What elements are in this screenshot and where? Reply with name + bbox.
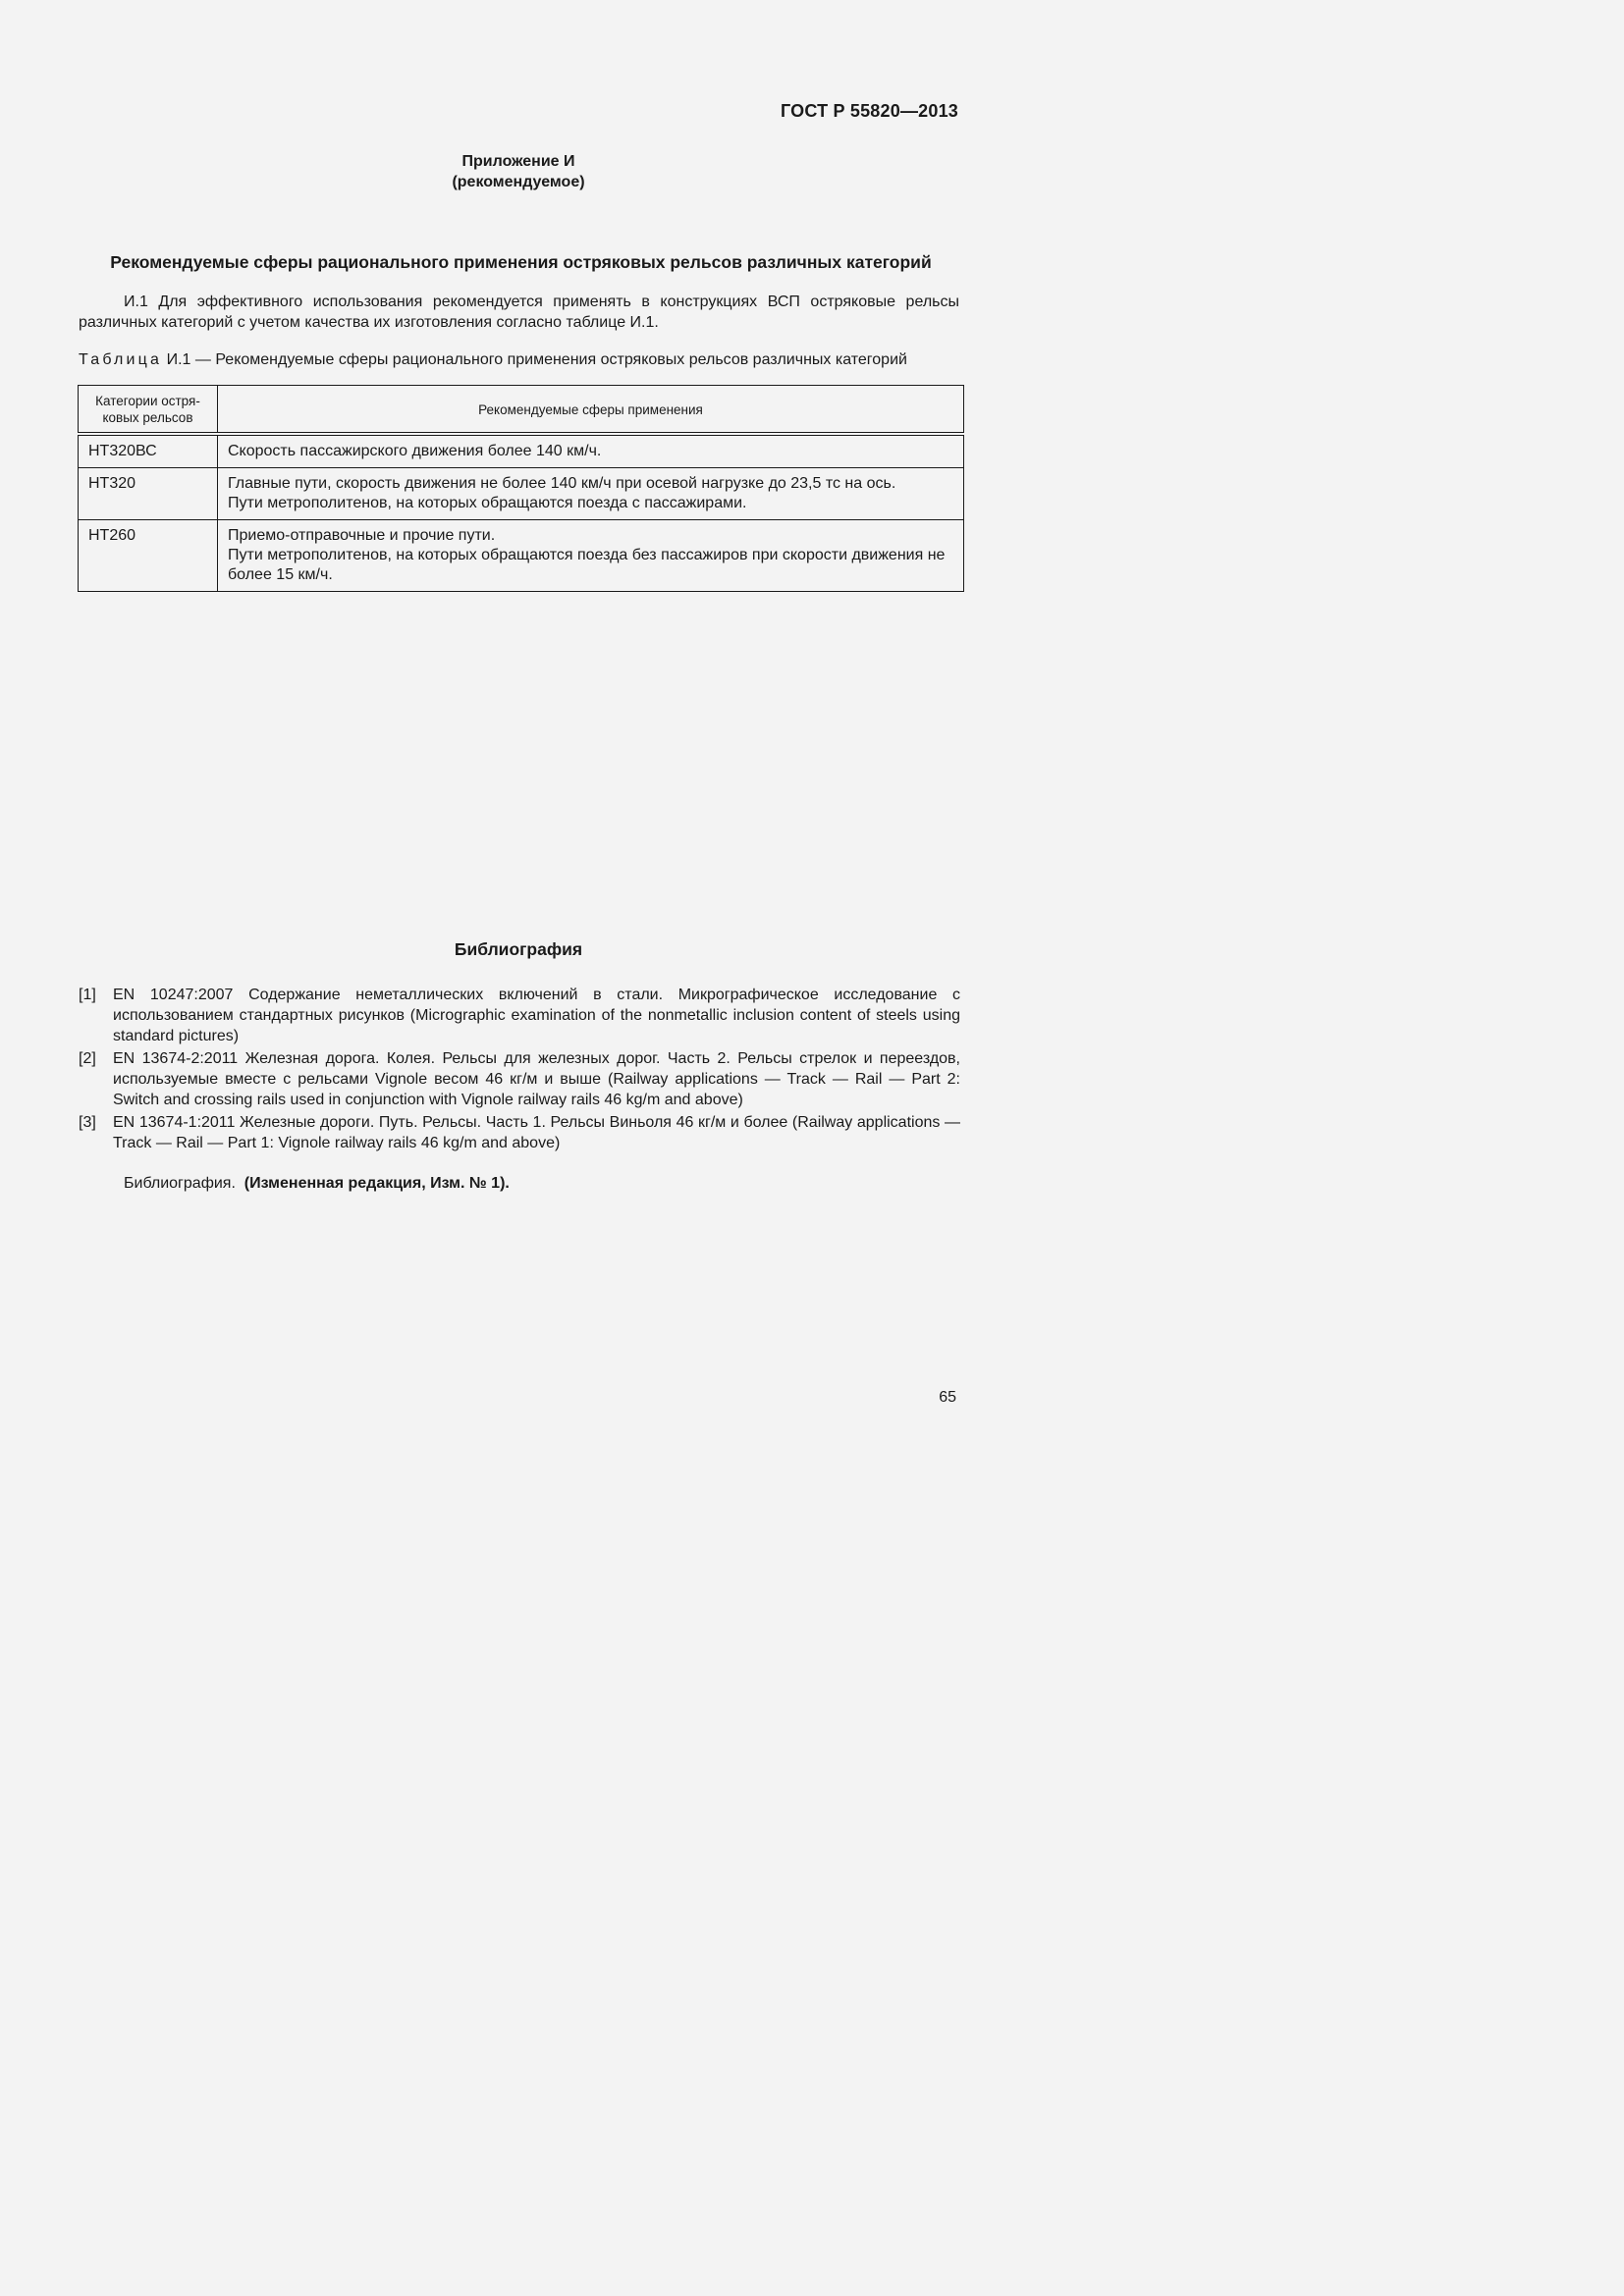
section-title: Рекомендуемые сферы рационального применения остряковых рельсов различных категорий: [110, 252, 932, 272]
row-line: Пути метрополитенов, на которых обращаются поезда с пассажирами.: [228, 495, 747, 511]
intro-paragraph-text: И.1 Для эффективного использования рекомендуется применять в конструкциях ВСП остряковые рельсы различных категорий с учетом качества их изготовления согласно таблице И.1.: [79, 294, 959, 331]
intro-paragraph: [79, 292, 959, 333]
row-applications: [218, 468, 964, 520]
table-caption-label: Таблица: [79, 351, 163, 368]
bibliography-item-number: [2]: [79, 1050, 96, 1067]
bibliography-title: Библиография: [454, 939, 583, 959]
amendment-note-bold: (Измененная редакция, Изм. № 1).: [244, 1175, 510, 1192]
annex-heading: [0, 151, 1037, 192]
row-category: НТ320ВС: [79, 434, 218, 468]
table-row: [79, 520, 964, 592]
row-applications: [218, 434, 964, 468]
table-caption-text: И.1 — Рекомендуемые сферы рационального применения остряковых рельсов различных категорий: [162, 351, 907, 368]
bibliography-amendment-note: [124, 1175, 510, 1193]
amendment-note-prefix: Библиография.: [124, 1175, 236, 1192]
table-row: [79, 434, 964, 468]
table-row: [79, 468, 964, 520]
bibliography-list: [79, 985, 960, 1155]
header-applications: Рекомендуемые сферы применения: [218, 386, 964, 435]
row-line: Пути метрополитенов, на которых обращаются поезда без пассажиров при скорости движения не более 15 км/ч.: [228, 547, 946, 583]
row-line: Скорость пассажирского движения более 140 км/ч.: [228, 443, 602, 459]
row-category: НТ320: [79, 468, 218, 520]
annex-title: Приложение И: [461, 153, 575, 170]
row-applications: [218, 520, 964, 592]
document-id: ГОСТ Р 55820—2013: [780, 101, 958, 121]
recommendations-table: [78, 385, 964, 592]
row-line: Приемо-отправочные и прочие пути.: [228, 527, 496, 544]
row-category: НТ260: [79, 520, 218, 592]
bibliography-item: [79, 1112, 960, 1153]
page-number: 65: [939, 1389, 956, 1406]
bibliography-item-text: EN 13674-1:2011 Железные дороги. Путь. Рельсы. Часть 1. Рельсы Виньоля 46 кг/м и более (Railway applications — Track — Rail — Part 1: Vignole railway rails 46 kg/m and above): [113, 1114, 960, 1151]
annex-status: (рекомендуемое): [452, 174, 585, 190]
bibliography-item: [79, 1048, 960, 1110]
bibliography-item-text: EN 10247:2007 Содержание неметаллических включений в стали. Микрографическое исследование с использованием стандартных рисунков (Micrographic examination of the nonmetallic inclusion content of steels using standard pictures): [113, 987, 960, 1044]
header-category: Категории остря- ковых рельсов: [79, 386, 218, 435]
bibliography-item: [79, 985, 960, 1046]
bibliography-item-number: [3]: [79, 1114, 96, 1131]
table-header-row: [79, 386, 964, 435]
row-line: Главные пути, скорость движения не более 140 км/ч при осевой нагрузке до 23,5 тс на ось.: [228, 475, 896, 492]
bibliography-item-number: [1]: [79, 987, 96, 1003]
table-caption: [79, 351, 982, 369]
bibliography-item-text: EN 13674-2:2011 Железная дорога. Колея. Рельсы для железных дорог. Часть 2. Рельсы стрелок и переездов, используемые вместе с рельсами Vignole весом 46 кг/м и выше (Railway applications — Track — Rail — Part 2: Switch and crossing rails used in conjunction with Vignole railway rails 46 kg/m and above): [113, 1050, 960, 1108]
